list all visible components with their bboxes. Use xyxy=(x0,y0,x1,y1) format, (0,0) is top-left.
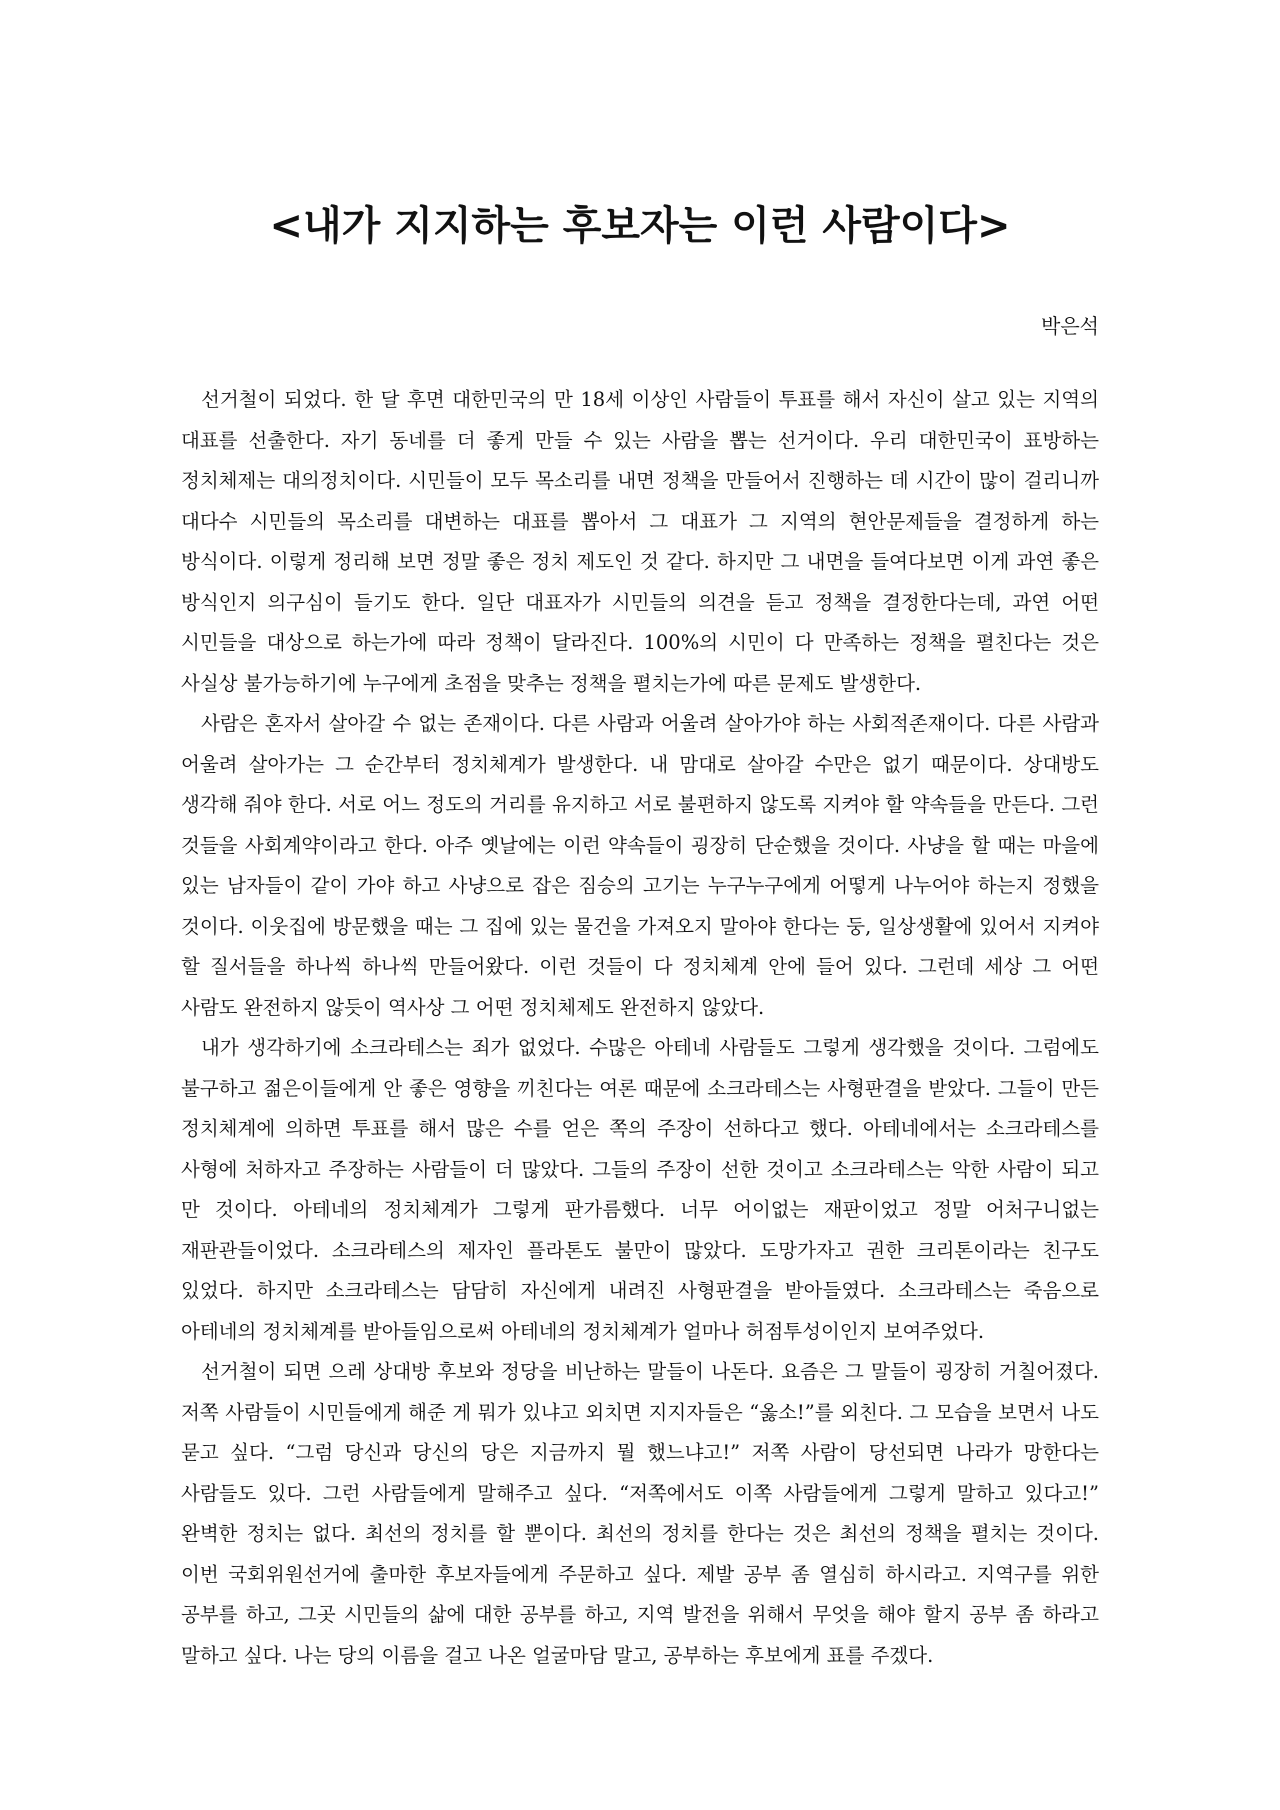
paragraph-3: 내가 생각하기에 소크라테스는 죄가 없었다. 수많은 아테네 사람들도 그렇게 생각했을 것이다. 그럼에도 불구하고 젊은이들에게 안 좋은 영향을 끼친다는 여론 때문에 소크라테스는 사형판결을 받았다. 그들이 만든 정치체계에 의하면 투표를 해서 많은 수를 얻은 쪽의 주장이 선하다고 했다. 아테네에서는 소크라테스를 사형에 처하자고 주장하는 사람들이 더 많았다. 그들의 주장이 선한 것이고 소크라테스는 악한 사람이 되고 만 것이다. 아테네의 정치체계가 그렇게 판가름했다. 너무 어이없는 재판이었고 정말 어처구니없는 재판관들이었다. 소크라테스의 제자인 플라톤도 불만이 많았다. 도망가자고 권한 크리톤이라는 친구도 있었다. 하지만 소크라테스는 담담히 자신에게 내려진 사형판결을 받아들였다. 소크라테스는 죽음으로 아테네의 정치체계를 받아들임으로써 아테네의 정치체계가 얼마나 허점투성이인지 보여주었다. xyxy=(181,1036,1099,1343)
document-title: <내가 지지하는 후보자는 이런 사람이다> xyxy=(269,203,1011,249)
paragraph-2: 사람은 혼자서 살아갈 수 없는 존재이다. 다른 사람과 어울려 살아가야 하는 사회적존재이다. 다른 사람과 어울려 살아가는 그 순간부터 정치체계가 발생한다. 내 맘대로 살아갈 수만은 없기 때문이다. 상대방도 생각해 줘야 한다. 서로 어느 정도의 거리를 유지하고 서로 불편하지 않도록 지켜야 할 약속들을 만든다. 그런 것들을 사회계약이라고 한다. 아주 옛날에는 이런 약속들이 굉장히 단순했을 것이다. 사냥을 할 때는 마을에 있는 남자들이 같이 가야 하고 사냥으로 잡은 짐승의 고기는 누구누구에게 어떻게 나누어야 하는지 정했을 것이다. 이웃집에 방문했을 때는 그 집에 있는 물건을 가져오지 말아야 한다는 둥, 일상생활에 있어서 지켜야 할 질서들을 하나씩 하나씩 만들어왔다. 이런 것들이 다 정치체계 안에 들어 있다. 그런데 세상 그 어떤 사람도 완전하지 않듯이 역사상 그 어떤 정치체제도 완전하지 않았다. xyxy=(181,712,1099,1019)
body-text xyxy=(181,380,1099,1676)
paragraph-4: 선거철이 되면 으레 상대방 후보와 정당을 비난하는 말들이 나돈다. 요즘은 그 말들이 굉장히 거칠어졌다. 저쪽 사람들이 시민들에게 해준 게 뭐가 있냐고 외치면 지지자들은 “옳소!”를 외친다. 그 모습을 보면서 나도 묻고 싶다. “그럼 당신과 당신의 당은 지금까지 뭘 했느냐고!” 저쪽 사람이 당선되면 나라가 망한다는 사람들도 있다. 그런 사람들에게 말해주고 싶다. “저쪽에서도 이쪽 사람들에게 그렇게 말하고 있다고!” 완벽한 정치는 없다. 최선의 정치를 할 뿐이다. 최선의 정치를 한다는 것은 최선의 정책을 펼치는 것이다. 이번 국회위원선거에 출마한 후보자들에게 주문하고 싶다. 제발 공부 좀 열심히 하시라고. 지역구를 위한 공부를 하고, 그곳 시민들의 삶에 대한 공부를 하고, 지역 발전을 위해서 무엇을 해야 할지 공부 좀 하라고 말하고 싶다. 나는 당의 이름을 걸고 나온 얼굴마담 말고, 공부하는 후보에게 표를 주겠다. xyxy=(181,1360,1099,1667)
author-name: 박은석 xyxy=(1041,314,1099,338)
paragraph-1: 선거철이 되었다. 한 달 후면 대한민국의 만 18세 이상인 사람들이 투표를 해서 자신이 살고 있는 지역의 대표를 선출한다. 자기 동네를 더 좋게 만들 수 있는 사람을 뽑는 선거이다. 우리 대한민국이 표방하는 정치체제는 대의정치이다. 시민들이 모두 목소리를 내면 정책을 만들어서 진행하는 데 시간이 많이 걸리니까 대다수 시민들의 목소리를 대변하는 대표를 뽑아서 그 대표가 그 지역의 현안문제들을 결정하게 하는 방식이다. 이렇게 정리해 보면 정말 좋은 정치 제도인 것 같다. 하지만 그 내면을 들여다보면 이게 과연 좋은 방식인지 의구심이 들기도 한다. 일단 대표자가 시민들의 의견을 듣고 정책을 결정한다는데, 과연 어떤 시민들을 대상으로 하는가에 따라 정책이 달라진다. 100%의 시민이 다 만족하는 정책을 펼친다는 것은 사실상 불가능하기에 누구에게 초점을 맞추는 정책을 펼치는가에 따른 문제도 발생한다. xyxy=(181,388,1099,695)
